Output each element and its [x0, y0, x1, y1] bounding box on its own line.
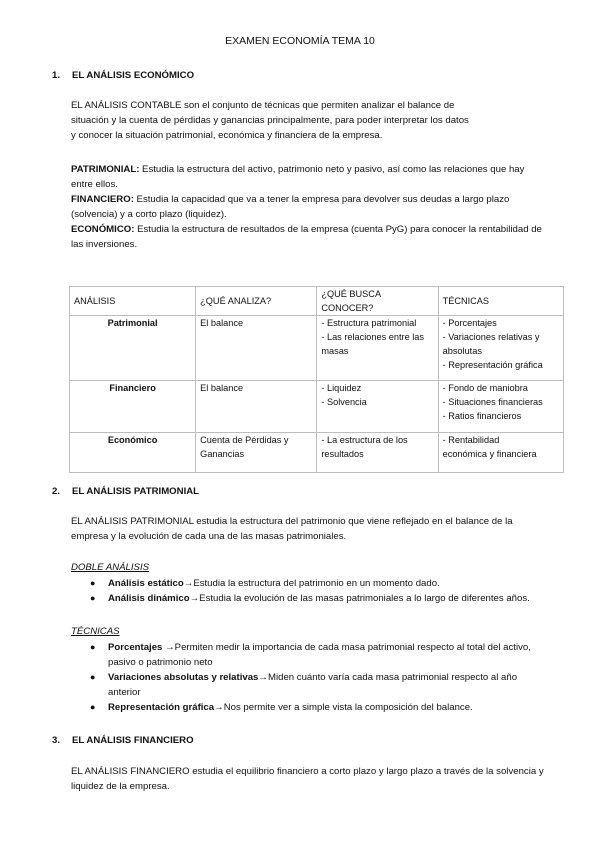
table-header: ANÁLISIS	[70, 287, 196, 316]
table-cell: Cuenta de Pérdidas y Ganancias	[196, 433, 317, 473]
term-economico: ECONÓMICO:	[71, 224, 135, 235]
section-2-intro: EL ANÁLISIS PATRIMONIAL estudia la estructura del patrimonio que viene reflejado en el balance de la empresa y la evolución de cada una de las masas patrimoniales.	[71, 516, 513, 542]
table-cell: Económico	[70, 433, 196, 473]
table-header: ¿QUÉ ANALIZA?	[196, 287, 317, 316]
table-cell: Patrimonial	[70, 316, 196, 381]
table-cell: - Estructura patrimonial - Las relaciones entre las masas	[317, 316, 438, 381]
table-cell: El balance	[196, 316, 317, 381]
table-cell: - Rentabilidad económica y financiera	[438, 433, 563, 473]
table-cell: - La estructura de los resultados	[317, 433, 438, 473]
section-2-heading: 2. EL ANÁLISIS PATRIMONIAL	[52, 486, 200, 497]
table-cell: El balance	[196, 381, 317, 433]
section-3-heading: 3. EL ANÁLISIS FINANCIERO	[52, 735, 194, 746]
list-item: ● Representación gráfica→Nos permite ver a simple vista la composición del balance.	[90, 702, 473, 713]
table-header-row	[70, 287, 564, 316]
table-cell: - Fondo de maniobra - Situaciones financieras - Ratios financieros	[438, 381, 563, 433]
table-row	[70, 433, 564, 473]
section-3-intro: EL ANÁLISIS FINANCIERO estudia el equilibrio financiero a corto plazo y largo plazo a través de la solvencia y liquidez de la empresa.	[71, 766, 544, 792]
table-cell: - Liquidez - Solvencia	[317, 381, 438, 433]
table-header: ¿QUÉ BUSCA CONOCER?	[317, 287, 438, 316]
tecnicas-list	[90, 640, 560, 715]
list-item: ● Porcentajes →Permiten medir la importancia de cada masa patrimonial respecto al total del activo, pasivo o patrimonio neto	[90, 642, 531, 668]
term-patrimonial: PATRIMONIAL:	[71, 164, 140, 175]
section-1-heading: 1. EL ANÁLISIS ECONÓMICO	[52, 70, 195, 81]
table-row	[70, 381, 564, 433]
doble-analisis-list	[90, 576, 560, 606]
analysis-definitions: PATRIMONIAL: Estudia la estructura del activo, patrimonio neto y pasivo, así como las relaciones que hay entre ellos. FINANCIERO: Estudia la capacidad que va a tener la empresa para devolver sus deudas a largo plazo (solvencia) y a corto plazo (liquidez). ECONÓMICO: Estudia la estructura de resultados de la empresa (cuenta PyG) para conocer la rentabilidad de las inversiones.	[71, 164, 542, 250]
analysis-table	[69, 286, 564, 473]
table-cell: - Porcentajes - Variaciones relativas y absolutas - Representación gráfica	[438, 316, 563, 381]
section-1-intro: EL ANÁLISIS CONTABLE son el conjunto de técnicas que permiten analizar el balance de situación y la cuenta de pérdidas y ganancias principalmente, para poder interpretar los datos y conocer la situación patrimonial, económica y financiera de la empresa.	[71, 100, 469, 141]
tecnicas-title: TÉCNICAS	[71, 626, 120, 637]
list-item: ● Variaciones absolutas y relativas→Miden cuánto varía cada masa patrimonial respecto al año anterior	[90, 672, 518, 698]
table-cell: Financiero	[70, 381, 196, 433]
list-item: ● Análisis estático→Estudia la estructura del patrimonio en un momento dado.	[90, 578, 440, 589]
table-row	[70, 316, 564, 381]
document-title: EXAMEN ECONOMÍA TEMA 10	[225, 35, 375, 47]
doble-analisis-title: DOBLE ANÁLISIS	[71, 562, 150, 573]
list-item: ● Análisis dinámico→Estudia la evolución de las masas patrimoniales a lo largo de diferentes años.	[90, 593, 530, 604]
table-header: TÉCNICAS	[438, 287, 563, 316]
term-financiero: FINANCIERO:	[71, 194, 134, 205]
